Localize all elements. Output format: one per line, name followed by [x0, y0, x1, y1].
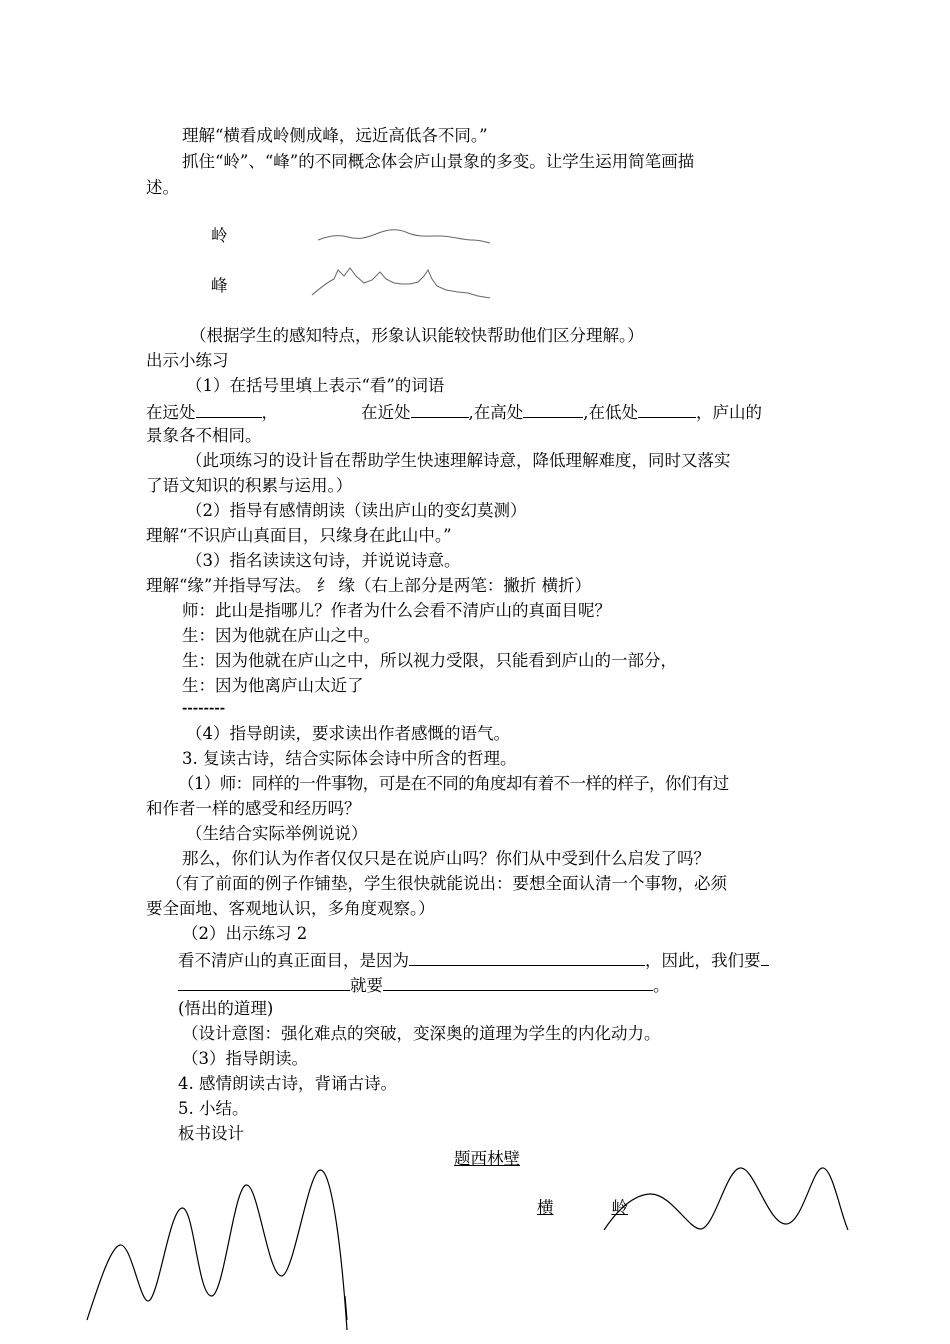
text-segment: 在近处	[361, 403, 411, 422]
text-line: 生：因为他就在庐山之中。	[182, 626, 380, 645]
text-line: （此项练习的设计旨在帮助学生快速理解诗意，降低理解难度，同时又落实	[186, 451, 731, 470]
text-line: （根据学生的感知特点，形象认识能较快帮助他们区分理解。）	[190, 326, 644, 345]
text-line: 述。	[146, 178, 179, 197]
text-segment: 在远处	[146, 403, 196, 422]
text-line: 景象各不相同。	[146, 426, 262, 445]
text-line: 生：因为他就在庐山之中，所以视力受限，只能看到庐山的一部分，	[182, 651, 677, 670]
text-line: 3. 复读古诗，结合实际体会诗中所含的哲理。	[182, 749, 517, 768]
text-line: 抓住“岭”、“峰”的不同概念体会庐山景象的多变。让学生运用简笔画描	[182, 152, 695, 171]
peak-sketch	[312, 268, 490, 298]
text-line: 理解“缘”并指导写法。 纟 缘（右上部分是两笔：撇折 横折）	[146, 576, 592, 595]
text-line: （4）指导朗读，要求读出作者感慨的语气。	[186, 724, 510, 743]
sketch-label-ling: 岭	[211, 226, 228, 245]
board-ling-text: 岭	[611, 1198, 628, 1217]
text-segment: ，庐山的	[696, 403, 762, 422]
text-segment: ，因此，我们要	[645, 951, 761, 970]
text-segment: 。	[653, 976, 670, 995]
text-line: 板书设计	[178, 1124, 244, 1143]
text-line: 和作者一样的感受和经历吗？	[146, 799, 361, 818]
text-line: （设计意图：强化难点的突破，变深奥的道理为学生的内化动力。	[182, 1024, 661, 1043]
text-line: （2）指导有感情朗读（读出庐山的变幻莫测）	[186, 501, 527, 520]
text-line: （生结合实际举例说说）	[186, 824, 368, 843]
dash-line: --------	[182, 701, 226, 716]
text-line: 生：因为他离庐山太近了	[182, 676, 364, 695]
text-line: （2）出示练习 2	[182, 924, 308, 943]
text-line: （3）指导朗读。	[182, 1049, 308, 1068]
text-line: 4. 感情朗读古诗，背诵古诗。	[178, 1074, 397, 1093]
text-segment: ，	[261, 403, 278, 422]
text-line: 出示小练习	[146, 351, 229, 370]
board-title: 题西林壁	[454, 1149, 520, 1168]
text-segment: 看不清庐山的真正面目，是因为	[178, 951, 409, 970]
board-heng-text: 横	[537, 1198, 554, 1217]
text-segment: 就要	[350, 976, 383, 995]
text-line: 5. 小结。	[178, 1099, 249, 1118]
tall-peaks-drawing	[87, 1170, 347, 1330]
text-line: 要全面地、客观地认识，多角度观察。）	[146, 899, 435, 918]
text-segment: ,在高处	[468, 403, 524, 422]
text-line: 理解“不识庐山真面目，只缘身在此山中。”	[146, 526, 452, 545]
text-line: （1）师：同样的一件事物，可是在不同的角度却有着不一样的样子，你们有过	[178, 774, 729, 793]
sketch-label-feng: 峰	[211, 276, 228, 295]
text-line: 那么，你们认为作者仅仅只是在说庐山吗？你们从中受到什么启发了吗？	[182, 849, 710, 868]
text-line: (悟出的道理)	[178, 999, 274, 1018]
text-line: 了语文知识的积累与运用。）	[146, 476, 353, 495]
text-line: （3）指名读读这句诗，并说说诗意。	[186, 551, 461, 570]
text-line: （1）在括号里填上表示“看”的词语	[186, 376, 445, 395]
text-segment: ,在低处	[583, 403, 638, 422]
text-line: 理解“横看成岭侧成峰，远近高低各不同。”	[182, 126, 488, 145]
ridge-sketch	[318, 230, 490, 243]
text-line: 师：此山是指哪儿？作者为什么会看不清庐山的真面目呢？	[182, 601, 611, 620]
ridges-drawing	[604, 1168, 848, 1230]
text-line: （有了前面的例子作铺垫，学生很快就能说出：要想全面认清一个事物，必须	[166, 874, 727, 893]
